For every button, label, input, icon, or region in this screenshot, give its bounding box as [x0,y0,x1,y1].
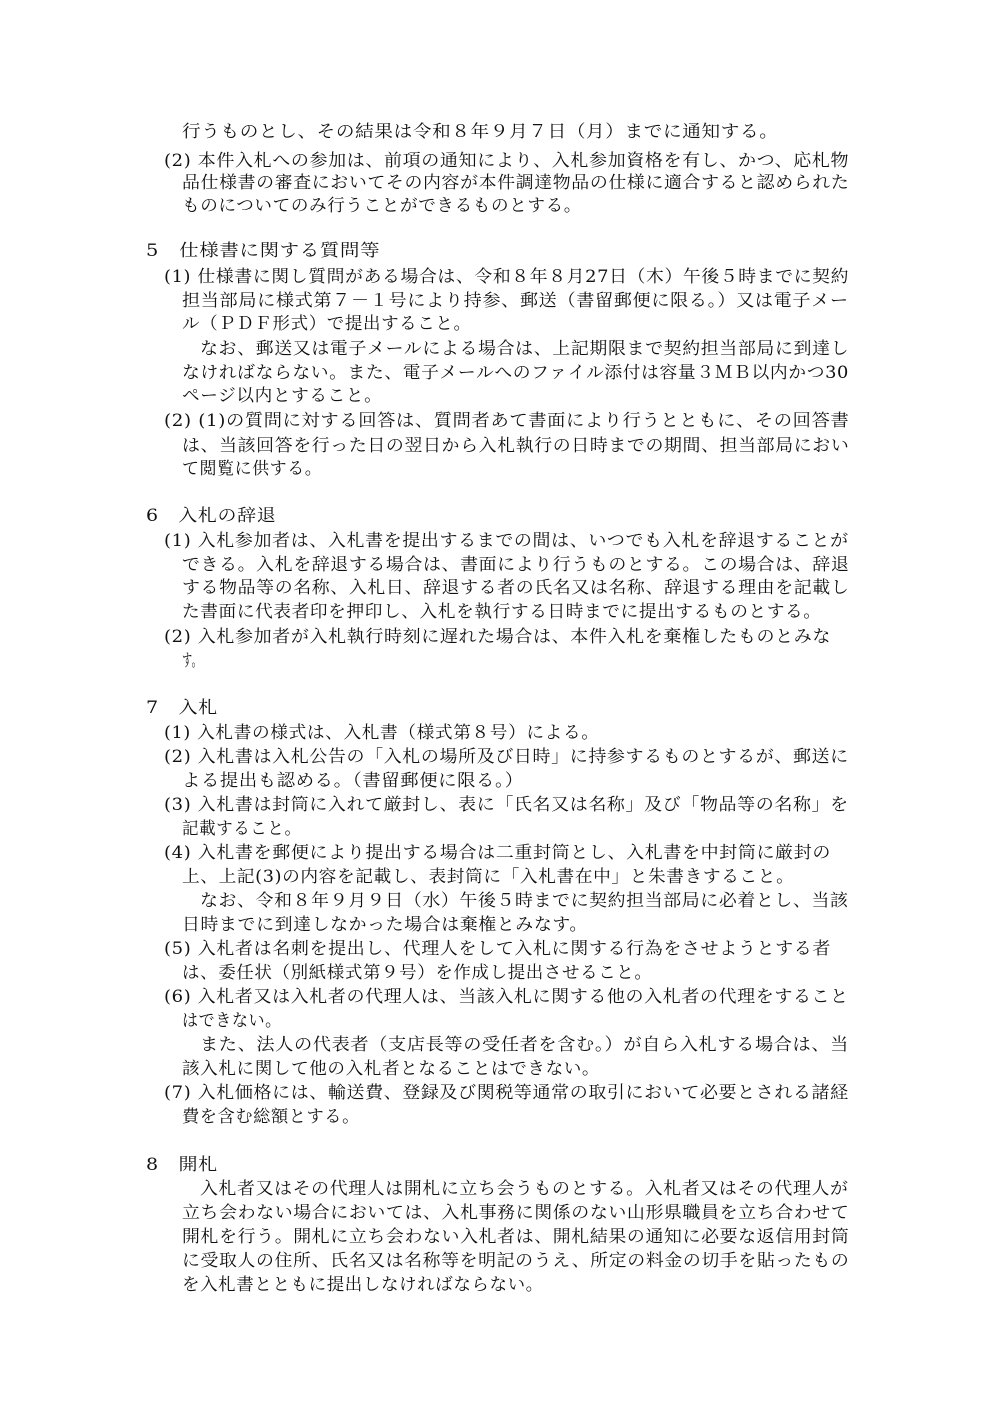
list-item-label: (6) 入札者又は入札者の代理人は、当該入札に関する他の入札者の代理をすること [164,987,849,1007]
text-line: また、法人の代表者（支店長等の受任者を含む。）が自ら入札する場合は、当 [200,1035,849,1055]
text-line: する物品等の名称、入札日、辞退する者の氏名又は名称、辞退する理由を記載し [182,578,850,598]
text-line: 開札を行う。開札に立ち会わない入札者は、開札結果の通知に必要な返信用封筒 [182,1227,850,1247]
text-line: 担当部局に様式第７－１号により持参、郵送（書留郵便に限る。）又は電子メー [182,291,849,311]
list-item-label: (4) 入札書を郵便により提出する場合は二重封筒とし、入札書を中封筒に厳封の [164,843,832,863]
text-line: 日時までに到達しなかった場合は棄権とみなす。 [182,915,588,935]
list-item-label: (2) 入札書は入札公告の「入札の場所及び日時」に持参するものとするが、郵送に [164,747,849,767]
text-line: よる提出も認める。（書留郵便に限る。） [182,771,524,791]
text-line: 入札者又はその代理人は開札に立ち会うものとする。入札者又はその代理人が [200,1179,849,1199]
list-item-label: (1) 入札書の様式は、入札書（様式第８号）による。 [164,723,600,743]
list-item-label: (2) 本件入札への参加は、前項の通知により、入札参加資格を有し、かつ、応札物 [164,151,850,171]
text-line: は、委任状（別紙様式第９号）を作成し提出させること。 [182,963,653,983]
list-item-label: (2) 入札参加者が入札執行時刻に遅れた場合は、本件入札を棄権したものとみな [164,627,832,647]
text-line: なければならない。また、電子メールへのファイル添付は容量３ＭＢ以内かつ30 [182,363,849,383]
text-line: 上、上記(3)の内容を記載し、表封筒に「入札書在中」と朱書きすること。 [182,867,795,887]
text-line: 立ち会わない場合においては、入札事務に関係のない山形県職員を立ち合わせて [182,1203,850,1223]
text-line: を入札書とともに提出しなければならない。 [182,1275,544,1295]
list-item-label: (2) (1)の質問に対する回答は、質問者あて書面により行うとともに、その回答書 [164,411,850,431]
list-item-label: (1) 仕様書に関し質問がある場合は、令和８年８月27日（木）午後５時までに契約 [164,267,850,287]
section-heading: 6 入札の辞退 [146,506,277,526]
text-line: に受取人の住所、氏名又は名称等を明記のうえ、所定の料金の切手を貼ったもの [182,1251,850,1271]
text-line: す。 [182,651,203,671]
list-item-label: (3) 入札書は封筒に入れて厳封し、表に「氏名又は名称」及び「物品等の名称」を [164,795,849,815]
text-line: なお、郵送又は電子メールによる場合は、上記期限まで契約担当部局に到達し [200,339,850,359]
text-line: ページ以内とすること。 [182,386,383,406]
list-item-label: (7) 入札価格には、輸送費、登録及び関税等通常の取引において必要とされる諸経 [164,1083,849,1103]
text-line: た書面に代表者印を押印し、入札を執行する日時までに提出するものとする。 [182,602,822,622]
section-heading: 8 開札 [146,1155,218,1175]
text-line: はできない。 [182,1011,282,1031]
text-line: て閲覧に供する。 [182,459,323,479]
section-heading: 7 入札 [146,698,218,718]
text-line: なお、令和８年９月９日（水）午後５時までに契約担当部局に必着とし、当該 [200,891,849,911]
text-line: できる。入札を辞退する場合は、書面により行うものとする。この場合は、辞退 [182,555,850,575]
list-item-label: (1) 入札参加者は、入札書を提出するまでの間は、いつでも入札を辞退することが [164,531,849,551]
section-heading: 5 仕様書に関する質問等 [146,241,381,261]
list-item-label: (5) 入札者は名刺を提出し、代理人をして入札に関する行為をさせようとする者 [164,939,832,959]
text-line: 行うものとし、その結果は令和８年９月７日（月）までに通知する。 [182,122,779,142]
text-line: 品仕様書の審査においてその内容が本件調達物品の仕様に適合すると認められた [182,173,850,193]
text-line: 費を含む総額とする。 [182,1107,360,1127]
text-line: ル（ＰＤＦ形式）で提出すること。 [182,314,472,334]
text-line: は、当該回答を行った日の翌日から入札執行の日時までの期間、担当部局におい [182,436,850,456]
text-line: 該入札に関して他の入札者となることはできない。 [182,1059,601,1079]
text-line: ものについてのみ行うことができるものとする。 [182,196,582,216]
text-line: 記載すること。 [182,819,302,839]
